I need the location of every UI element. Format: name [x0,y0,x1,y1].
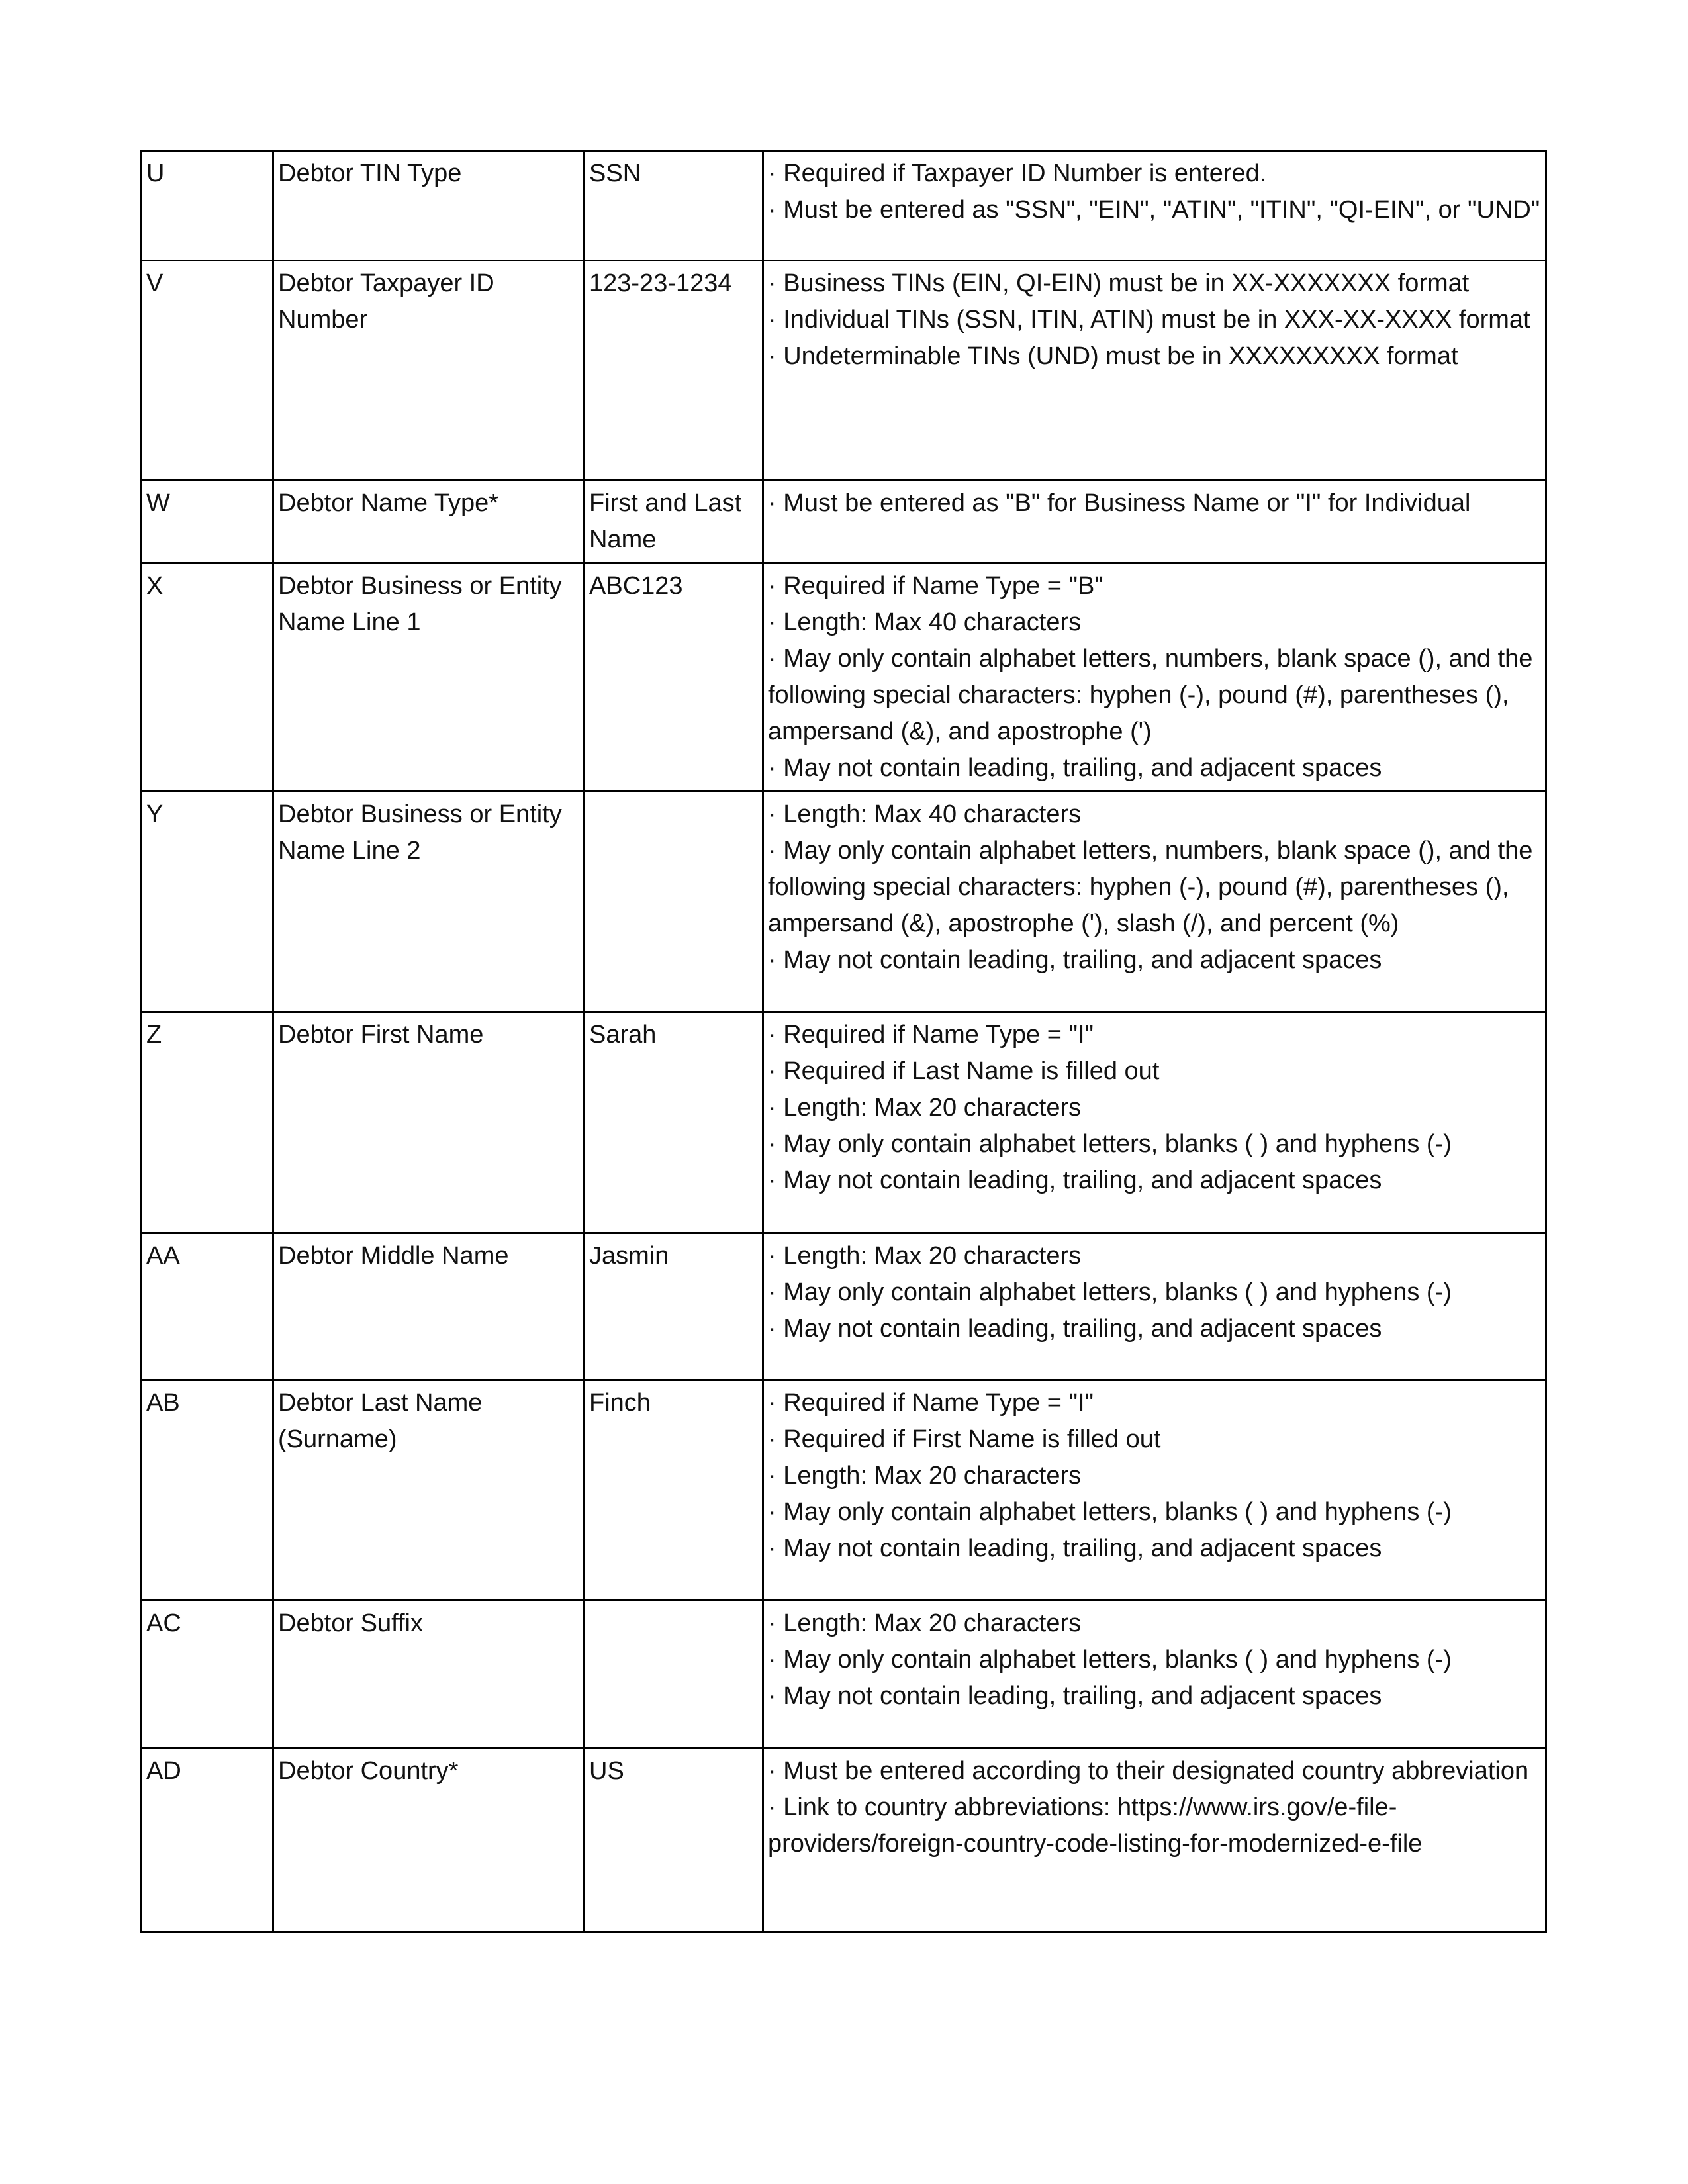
rules-cell [763,261,1546,481]
field-name-cell: Debtor Business or Entity Name Line 2 [273,792,585,1012]
example-value-cell: Finch [585,1380,763,1601]
rules-cell [763,151,1546,261]
rules-cell [763,1748,1546,1932]
rule-text: · May not contain leading, trailing, and adjacent spaces [768,1166,1382,1194]
column-letter-cell: AC [142,1601,273,1748]
column-letter-cell: Z [142,1012,273,1233]
rules-cell [763,1601,1546,1748]
rule-text: · May not contain leading, trailing, and adjacent spaces [768,1535,1382,1562]
example-value-cell: SSN [585,151,763,261]
rule-text: · Link to country abbreviations: https://www.irs.gov/e-file-providers/foreign-country-code-listing-for-modernized-e-file [768,1793,1423,1858]
field-spec-table [140,150,1547,1933]
rule-text: · May only contain alphabet letters, numbers, blank space (), and the following special characters: hyphen (-), pound (#), parentheses (), ampersand (&), apostrophe ('), slash (/), and percent (%) [768,837,1533,937]
example-value-cell: ABC123 [585,563,763,792]
rule-text: · Length: Max 40 characters [768,800,1082,828]
rule-text: · Length: Max 20 characters [768,1094,1082,1121]
rule-text: · May not contain leading, trailing, and adjacent spaces [768,1682,1382,1710]
rule-text: · Must be entered according to their designated country abbreviation [768,1757,1529,1785]
example-value-cell [585,1601,763,1748]
rule-text: · May only contain alphabet letters, numbers, blank space (), and the following special characters: hyphen (-), pound (#), parentheses (), ampersand (&), and apostrophe (') [768,645,1533,745]
table-row [142,1233,1546,1380]
rule-text: · May not contain leading, trailing, and adjacent spaces [768,754,1382,782]
table-row [142,1601,1546,1748]
rules-cell [763,1380,1546,1601]
table-row [142,792,1546,1012]
column-letter-cell: AA [142,1233,273,1380]
example-value-cell: US [585,1748,763,1932]
rules-cell [763,1012,1546,1233]
field-name-cell: Debtor Middle Name [273,1233,585,1380]
field-name-cell: Debtor First Name [273,1012,585,1233]
field-spec-table-body [142,151,1546,1932]
rule-text: · Required if Name Type = "I" [768,1389,1094,1417]
field-name-cell: Debtor Business or Entity Name Line 1 [273,563,585,792]
column-letter-cell: Y [142,792,273,1012]
table-row [142,481,1546,563]
rule-text: · Individual TINs (SSN, ITIN, ATIN) must be in XXX-XX-XXXX format [768,306,1530,334]
field-name-cell: Debtor Taxpayer ID Number [273,261,585,481]
table-row [142,261,1546,481]
field-name-cell: Debtor TIN Type [273,151,585,261]
rules-cell [763,563,1546,792]
table-row [142,1380,1546,1601]
rule-text: · Length: Max 20 characters [768,1462,1082,1490]
rule-text: · Must be entered as "B" for Business Name or "I" for Individual [768,489,1471,517]
rules-cell [763,792,1546,1012]
table-row [142,1012,1546,1233]
column-letter-cell: W [142,481,273,563]
rule-text: · Length: Max 40 characters [768,608,1082,636]
rule-text: · May only contain alphabet letters, blanks ( ) and hyphens (-) [768,1646,1452,1674]
rules-cell [763,1233,1546,1380]
example-value-cell: First and Last Name [585,481,763,563]
field-name-cell: Debtor Last Name (Surname) [273,1380,585,1601]
example-value-cell: Jasmin [585,1233,763,1380]
column-letter-cell: AD [142,1748,273,1932]
column-letter-cell: U [142,151,273,261]
example-value-cell: 123-23-1234 [585,261,763,481]
rule-text: · May only contain alphabet letters, blanks ( ) and hyphens (-) [768,1278,1452,1306]
rule-text: · May not contain leading, trailing, and adjacent spaces [768,946,1382,974]
example-value-cell: Sarah [585,1012,763,1233]
rule-text: · May only contain alphabet letters, blanks ( ) and hyphens (-) [768,1130,1452,1158]
example-value-cell [585,792,763,1012]
rule-text: · Required if Taxpayer ID Number is entered. [768,160,1267,187]
column-letter-cell: X [142,563,273,792]
rule-text: · Required if First Name is filled out [768,1425,1161,1453]
rule-text: · Business TINs (EIN, QI-EIN) must be in XX-XXXXXXX format [768,269,1470,297]
field-name-cell: Debtor Name Type* [273,481,585,563]
table-row [142,1748,1546,1932]
rule-text: · May only contain alphabet letters, blanks ( ) and hyphens (-) [768,1498,1452,1526]
rule-text: · Must be entered as "SSN", "EIN", "ATIN", "ITIN", "QI-EIN", or "UND" [768,196,1540,224]
table-row [142,151,1546,261]
column-letter-cell: V [142,261,273,481]
rule-text: · Required if Last Name is filled out [768,1057,1160,1085]
rule-text: · Length: Max 20 characters [768,1609,1082,1637]
field-name-cell: Debtor Suffix [273,1601,585,1748]
rule-text: · Undeterminable TINs (UND) must be in XXXXXXXXX format [768,342,1458,370]
rule-text: · Required if Name Type = "B" [768,572,1103,600]
table-row [142,563,1546,792]
rules-cell [763,481,1546,563]
rule-text: · May not contain leading, trailing, and adjacent spaces [768,1315,1382,1343]
rule-text: · Length: Max 20 characters [768,1242,1082,1270]
field-name-cell: Debtor Country* [273,1748,585,1932]
column-letter-cell: AB [142,1380,273,1601]
rule-text: · Required if Name Type = "I" [768,1021,1094,1049]
